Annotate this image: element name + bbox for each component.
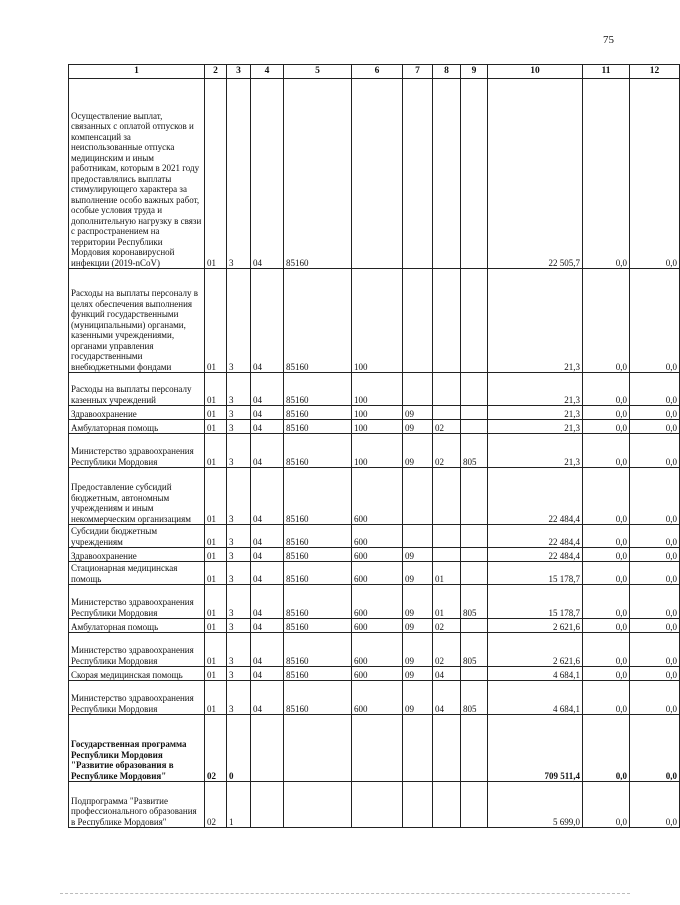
cell-code-4: 04 [251, 681, 284, 715]
cell-code-4: 04 [251, 434, 284, 468]
cell-code-9 [461, 468, 488, 525]
cell-code-7: 09 [403, 633, 433, 667]
cell-amount-10: 2 621,6 [488, 619, 583, 633]
cell-code-7 [403, 269, 433, 373]
cell-code-6 [352, 715, 403, 782]
cell-code-5: 85160 [284, 79, 352, 269]
column-header: 5 [284, 65, 352, 79]
cell-amount-11: 0,0 [583, 525, 630, 548]
cell-code-3: 3 [227, 548, 251, 562]
cell-code-5: 85160 [284, 434, 352, 468]
table-row [69, 562, 680, 585]
cell-amount-12: 0,0 [630, 633, 680, 667]
cell-row-name: Субсидии бюджетным учреждениям [69, 525, 205, 548]
cell-code-2: 01 [205, 406, 227, 420]
cell-code-5: 85160 [284, 562, 352, 585]
cell-code-3: 3 [227, 269, 251, 373]
cell-code-8 [433, 79, 461, 269]
column-header: 11 [583, 65, 630, 79]
cell-code-9 [461, 406, 488, 420]
cell-code-5: 85160 [284, 585, 352, 619]
cell-code-2: 01 [205, 667, 227, 681]
cell-code-4 [251, 715, 284, 782]
cell-code-2: 01 [205, 548, 227, 562]
table-row [69, 715, 680, 782]
cell-code-6 [352, 79, 403, 269]
column-header: 7 [403, 65, 433, 79]
cell-code-8: 01 [433, 562, 461, 585]
cell-row-name: Амбулаторная помощь [69, 619, 205, 633]
budget-table [68, 64, 680, 828]
cell-code-7: 09 [403, 548, 433, 562]
cell-code-3: 0 [227, 715, 251, 782]
cell-amount-11: 0,0 [583, 715, 630, 782]
cell-row-name: Стационарная медицинская помощь [69, 562, 205, 585]
cell-row-name: Подпрограмма "Развитие профессионального образования в Республике Мордовия" [69, 782, 205, 828]
cell-code-4: 04 [251, 525, 284, 548]
cell-code-8: 04 [433, 667, 461, 681]
cell-code-3: 3 [227, 619, 251, 633]
cell-code-6: 100 [352, 420, 403, 434]
cell-code-2: 01 [205, 633, 227, 667]
table-row [69, 269, 680, 373]
cell-row-name: Осуществление выплат, связанных с оплатой отпусков и компенсаций за неиспользованные отпуска медицинским и иным работникам, которым в 2021 году предоставлялись выплаты стимулирующего характера за выполнение особо важных работ, особые условия труда и дополнительную нагрузку в связи с распространением на территории Республики Мордовия коронавирусной инфекции (2019-nCoV) [69, 79, 205, 269]
cell-code-9 [461, 373, 488, 406]
cell-code-6: 100 [352, 406, 403, 420]
column-header: 8 [433, 65, 461, 79]
table-row [69, 373, 680, 406]
cell-row-name: Министерство здравоохранения Республики Мордовия [69, 434, 205, 468]
cell-code-9 [461, 525, 488, 548]
cell-code-8: 02 [433, 434, 461, 468]
cell-code-9 [461, 782, 488, 828]
cell-code-4: 04 [251, 633, 284, 667]
table-row [69, 468, 680, 525]
cell-code-6: 100 [352, 373, 403, 406]
cell-code-2: 02 [205, 715, 227, 782]
cell-code-6: 600 [352, 585, 403, 619]
cell-code-4: 04 [251, 548, 284, 562]
cell-code-5: 85160 [284, 548, 352, 562]
cell-code-4: 04 [251, 406, 284, 420]
cell-code-3: 3 [227, 633, 251, 667]
cell-code-7: 09 [403, 420, 433, 434]
cell-row-name: Министерство здравоохранения Республики Мордовия [69, 585, 205, 619]
cell-code-8 [433, 715, 461, 782]
cell-amount-10: 22 484,4 [488, 548, 583, 562]
table-row [69, 782, 680, 828]
cell-code-5: 85160 [284, 468, 352, 525]
cell-amount-10: 15 178,7 [488, 562, 583, 585]
cell-code-2: 01 [205, 420, 227, 434]
cell-amount-10: 22 505,7 [488, 79, 583, 269]
cell-code-3: 3 [227, 420, 251, 434]
cell-amount-11: 0,0 [583, 434, 630, 468]
cell-code-2: 02 [205, 782, 227, 828]
cell-row-name: Скорая медицинская помощь [69, 667, 205, 681]
cell-amount-11: 0,0 [583, 633, 630, 667]
cell-amount-11: 0,0 [583, 782, 630, 828]
cell-code-6: 600 [352, 633, 403, 667]
cell-amount-12: 0,0 [630, 681, 680, 715]
cell-amount-10: 21,3 [488, 406, 583, 420]
cell-code-4: 04 [251, 667, 284, 681]
cell-code-7: 09 [403, 681, 433, 715]
cell-row-name: Расходы на выплаты персоналу в целях обеспечения выполнения функций государственными (муниципальными) органами, казенными учреждениями, органами управления государственными внебюджетными фондами [69, 269, 205, 373]
cell-code-9 [461, 79, 488, 269]
cell-code-2: 01 [205, 681, 227, 715]
table-row [69, 525, 680, 548]
cell-amount-12: 0,0 [630, 548, 680, 562]
cell-code-2: 01 [205, 468, 227, 525]
cell-row-name: Здравоохранение [69, 548, 205, 562]
cell-amount-11: 0,0 [583, 79, 630, 269]
page-bottom-line [60, 893, 630, 894]
table-row [69, 420, 680, 434]
cell-code-3: 1 [227, 782, 251, 828]
cell-row-name: Государственная программа Республики Мордовия "Развитие образования в Республике Мордовия" [69, 715, 205, 782]
cell-amount-11: 0,0 [583, 667, 630, 681]
cell-code-5 [284, 715, 352, 782]
cell-code-2: 01 [205, 562, 227, 585]
cell-amount-10: 21,3 [488, 373, 583, 406]
cell-amount-12: 0,0 [630, 585, 680, 619]
cell-amount-10: 21,3 [488, 420, 583, 434]
cell-code-2: 01 [205, 79, 227, 269]
cell-amount-10: 21,3 [488, 269, 583, 373]
cell-amount-11: 0,0 [583, 548, 630, 562]
cell-amount-11: 0,0 [583, 269, 630, 373]
cell-code-5: 85160 [284, 681, 352, 715]
cell-row-name: Министерство здравоохранения Республики Мордовия [69, 633, 205, 667]
cell-code-4 [251, 782, 284, 828]
cell-code-7 [403, 782, 433, 828]
cell-code-8 [433, 468, 461, 525]
cell-code-7: 09 [403, 562, 433, 585]
cell-amount-12: 0,0 [630, 562, 680, 585]
cell-code-7 [403, 468, 433, 525]
cell-code-4: 04 [251, 562, 284, 585]
cell-code-8 [433, 548, 461, 562]
cell-code-4: 04 [251, 420, 284, 434]
cell-row-name: Здравоохранение [69, 406, 205, 420]
cell-amount-11: 0,0 [583, 681, 630, 715]
cell-code-7 [403, 525, 433, 548]
column-header: 2 [205, 65, 227, 79]
column-header: 12 [630, 65, 680, 79]
cell-code-9: 805 [461, 585, 488, 619]
column-header: 6 [352, 65, 403, 79]
cell-amount-11: 0,0 [583, 420, 630, 434]
cell-code-5: 85160 [284, 633, 352, 667]
cell-code-7: 09 [403, 619, 433, 633]
cell-code-3: 3 [227, 562, 251, 585]
cell-code-6: 600 [352, 562, 403, 585]
cell-code-4: 04 [251, 373, 284, 406]
cell-code-5: 85160 [284, 667, 352, 681]
cell-row-name: Расходы на выплаты персоналу казенных учреждений [69, 373, 205, 406]
cell-code-6: 600 [352, 468, 403, 525]
cell-amount-10: 22 484,4 [488, 468, 583, 525]
cell-code-3: 3 [227, 525, 251, 548]
cell-amount-10: 22 484,4 [488, 525, 583, 548]
cell-code-2: 01 [205, 619, 227, 633]
cell-code-9 [461, 715, 488, 782]
cell-code-9 [461, 269, 488, 373]
cell-code-3: 3 [227, 434, 251, 468]
cell-code-7 [403, 715, 433, 782]
cell-code-7: 09 [403, 667, 433, 681]
cell-code-6: 600 [352, 681, 403, 715]
table-row [69, 619, 680, 633]
cell-amount-11: 0,0 [583, 585, 630, 619]
column-header: 9 [461, 65, 488, 79]
cell-code-4: 04 [251, 619, 284, 633]
cell-amount-11: 0,0 [583, 619, 630, 633]
cell-code-8 [433, 782, 461, 828]
cell-code-6: 100 [352, 269, 403, 373]
cell-amount-10: 21,3 [488, 434, 583, 468]
cell-code-6 [352, 782, 403, 828]
cell-code-9: 805 [461, 633, 488, 667]
cell-code-3: 3 [227, 406, 251, 420]
cell-code-7: 09 [403, 434, 433, 468]
cell-amount-12: 0,0 [630, 420, 680, 434]
cell-code-2: 01 [205, 373, 227, 406]
cell-code-8: 02 [433, 633, 461, 667]
cell-code-6: 600 [352, 619, 403, 633]
cell-code-5: 85160 [284, 420, 352, 434]
cell-amount-12: 0,0 [630, 373, 680, 406]
cell-amount-12: 0,0 [630, 269, 680, 373]
cell-code-5: 85160 [284, 406, 352, 420]
cell-code-5: 85160 [284, 373, 352, 406]
cell-amount-11: 0,0 [583, 406, 630, 420]
cell-code-8: 02 [433, 619, 461, 633]
cell-code-3: 3 [227, 585, 251, 619]
cell-amount-12: 0,0 [630, 715, 680, 782]
cell-code-8 [433, 406, 461, 420]
cell-code-7: 09 [403, 585, 433, 619]
column-header: 1 [69, 65, 205, 79]
cell-code-2: 01 [205, 434, 227, 468]
cell-code-4: 04 [251, 468, 284, 525]
cell-code-9: 805 [461, 434, 488, 468]
cell-code-8: 01 [433, 585, 461, 619]
cell-code-9 [461, 667, 488, 681]
cell-amount-12: 0,0 [630, 406, 680, 420]
cell-row-name: Министерство здравоохранения Республики Мордовия [69, 681, 205, 715]
table-header-row [69, 65, 680, 79]
page-number: 75 [603, 34, 614, 46]
table-row [69, 406, 680, 420]
cell-amount-10: 4 684,1 [488, 667, 583, 681]
cell-code-3: 3 [227, 468, 251, 525]
cell-amount-12: 0,0 [630, 468, 680, 525]
cell-code-6: 100 [352, 434, 403, 468]
cell-amount-12: 0,0 [630, 782, 680, 828]
table-row [69, 548, 680, 562]
cell-amount-11: 0,0 [583, 373, 630, 406]
cell-code-2: 01 [205, 525, 227, 548]
cell-row-name: Предоставление субсидий бюджетным, автономным учреждениям и иным некоммерческим организациям [69, 468, 205, 525]
table-row [69, 633, 680, 667]
cell-code-8: 02 [433, 420, 461, 434]
cell-code-7 [403, 79, 433, 269]
cell-code-9: 805 [461, 681, 488, 715]
cell-amount-12: 0,0 [630, 619, 680, 633]
cell-row-name: Амбулаторная помощь [69, 420, 205, 434]
cell-amount-10: 2 621,6 [488, 633, 583, 667]
table-row [69, 667, 680, 681]
cell-amount-11: 0,0 [583, 468, 630, 525]
cell-code-4: 04 [251, 585, 284, 619]
column-header: 3 [227, 65, 251, 79]
cell-code-8 [433, 373, 461, 406]
cell-code-5: 85160 [284, 269, 352, 373]
cell-code-3: 3 [227, 681, 251, 715]
table-body [69, 79, 680, 828]
cell-code-3: 3 [227, 667, 251, 681]
cell-amount-12: 0,0 [630, 667, 680, 681]
cell-code-9 [461, 619, 488, 633]
cell-code-2: 01 [205, 585, 227, 619]
cell-code-9 [461, 548, 488, 562]
cell-amount-10: 15 178,7 [488, 585, 583, 619]
cell-code-3: 3 [227, 79, 251, 269]
cell-amount-11: 0,0 [583, 562, 630, 585]
cell-amount-12: 0,0 [630, 525, 680, 548]
cell-code-8 [433, 269, 461, 373]
cell-code-6: 600 [352, 667, 403, 681]
cell-amount-10: 5 699,0 [488, 782, 583, 828]
cell-code-2: 01 [205, 269, 227, 373]
column-header: 4 [251, 65, 284, 79]
cell-amount-10: 709 511,4 [488, 715, 583, 782]
cell-amount-12: 0,0 [630, 79, 680, 269]
cell-code-7: 09 [403, 406, 433, 420]
cell-amount-10: 4 684,1 [488, 681, 583, 715]
cell-code-9 [461, 420, 488, 434]
cell-code-6: 600 [352, 525, 403, 548]
cell-code-3: 3 [227, 373, 251, 406]
table-row [69, 434, 680, 468]
cell-code-5 [284, 782, 352, 828]
cell-code-7 [403, 373, 433, 406]
cell-code-8: 04 [433, 681, 461, 715]
table-row [69, 681, 680, 715]
cell-code-9 [461, 562, 488, 585]
column-header: 10 [488, 65, 583, 79]
cell-code-6: 600 [352, 548, 403, 562]
table-row [69, 79, 680, 269]
cell-code-8 [433, 525, 461, 548]
cell-code-5: 85160 [284, 619, 352, 633]
table-row [69, 585, 680, 619]
cell-amount-12: 0,0 [630, 434, 680, 468]
cell-code-4: 04 [251, 269, 284, 373]
cell-code-4: 04 [251, 79, 284, 269]
cell-code-5: 85160 [284, 525, 352, 548]
